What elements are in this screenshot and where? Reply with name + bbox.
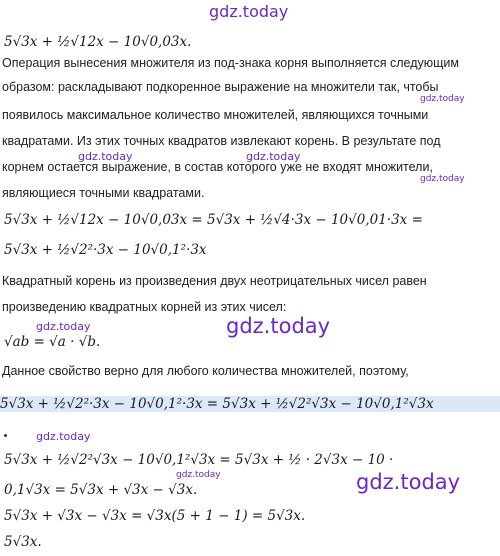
bullet-dot (4, 434, 7, 437)
watermark-top: gdz.today (209, 2, 289, 21)
paragraph-line: Данное свойство верно для любого количества множителей, поэтому, (2, 364, 409, 378)
equation-line: 5√3x + ½√12x − 10√0,03x = 5√3x + ½√4·3x − 10√0,01·3x = (4, 212, 423, 228)
paragraph-line: Квадратный корень из произведения двух неотрицательных чисел равен (2, 274, 427, 288)
watermark-small: gdz.today (36, 430, 91, 443)
paragraph-line: квадратами. Из этих точных квадратов извлекают корень. В результате под (2, 134, 441, 148)
watermark-large: gdz.today (226, 314, 331, 338)
paragraph-line: корнем остается выражение, в состав которого уже не входят множители, (2, 160, 433, 174)
paragraph-line: Операция вынесения множителя из под-знака корня выполняется следующим (2, 56, 460, 70)
watermark-small: gdz.today (176, 470, 221, 480)
watermark-small: gdz.today (420, 174, 465, 184)
watermark-small: gdz.today (420, 94, 465, 104)
paragraph-line: образом: раскладывают подкоренное выражение на множители так, чтобы (2, 80, 439, 94)
watermark-large: gdz.today (356, 470, 461, 494)
paragraph-line: появилось максимальное количество множителей, являющихся точными (2, 108, 429, 122)
watermark-small: gdz.today (246, 150, 301, 163)
answer-line: 5√3x. (4, 534, 42, 550)
equation-line: 5√3x + ½√2²·3x − 10√0,1²·3x (4, 242, 207, 258)
property-formula: √ab = √a · √b. (4, 334, 101, 350)
watermark-small: gdz.today (36, 320, 91, 333)
paragraph-line: являющиеся точными квадратами. (2, 186, 205, 200)
watermark-small: gdz.today (78, 150, 133, 163)
equation-line-highlighted: 5√3x + ½√2²·3x − 10√0,1²·3x = 5√3x + ½√2²√3x − 10√0,1²√3x (0, 396, 500, 412)
equation-line: 5√3x + √3x − √3x = √3x(5 + 1 − 1) = 5√3x. (4, 508, 306, 524)
task-expression: 5√3x + ½√12x − 10√0,03x. (4, 34, 192, 50)
equation-line: 5√3x + ½√2²√3x − 10√0,1²√3x = 5√3x + ½ · 2√3x − 10 · (4, 452, 394, 468)
paragraph-line: произведению квадратных корней из этих чисел: (2, 300, 287, 314)
equation-line: 0,1√3x = 5√3x + √3x − √3x. (4, 482, 198, 498)
